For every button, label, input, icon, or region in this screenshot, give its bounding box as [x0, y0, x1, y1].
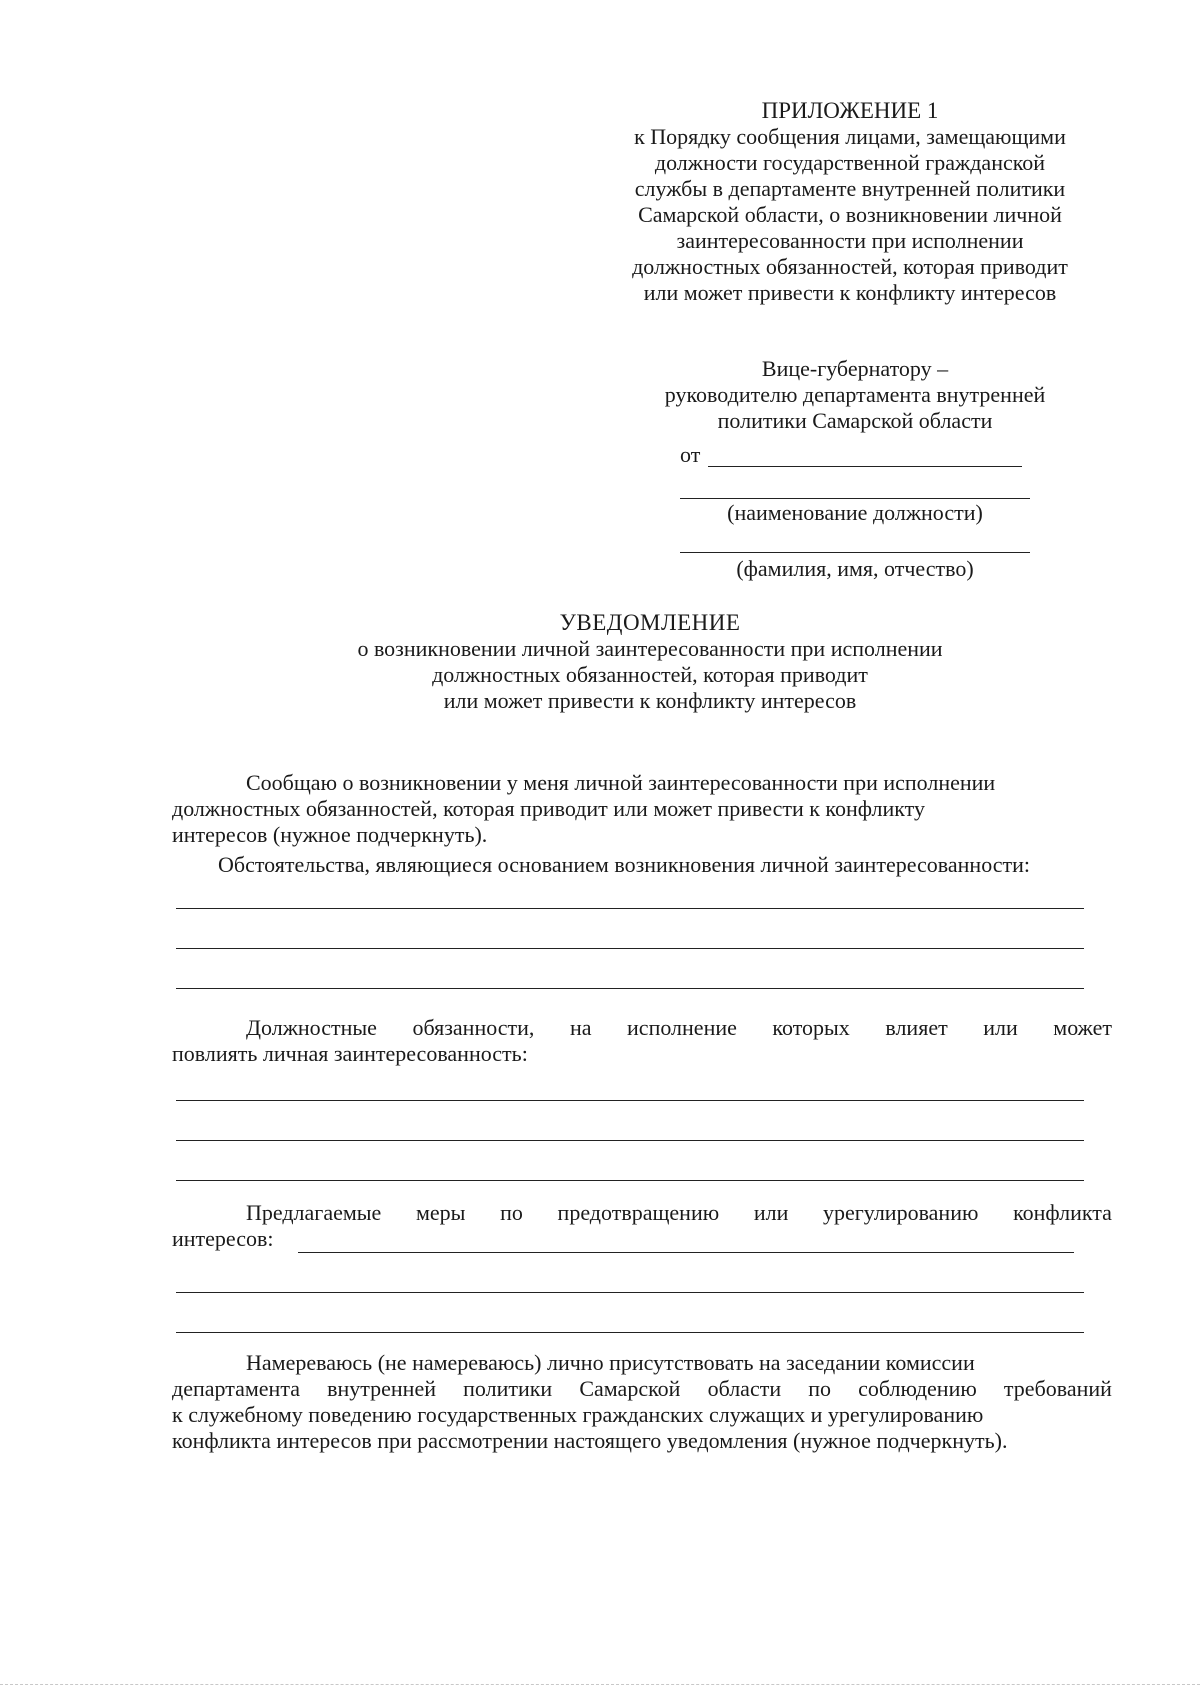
word: соблюдению	[858, 1376, 977, 1401]
paragraph-line: должностных обязанностей, которая приводит или может привести к конфликту	[172, 796, 925, 821]
appendix-line: должности государственной гражданской	[654, 150, 1046, 175]
word: исполнение	[627, 1015, 737, 1040]
appendix-line: к Порядку сообщения лицами, замещающими	[634, 124, 1066, 149]
circumstances-blank-line	[176, 948, 1084, 949]
word: влияет	[885, 1015, 948, 1040]
name-blank-line	[680, 552, 1030, 553]
notice-subtitle-line: о возникновении личной заинтересованности при исполнении	[357, 636, 943, 661]
word: предотвращению	[557, 1200, 720, 1225]
word: Самарской	[579, 1376, 681, 1401]
paragraph-justified-line	[172, 1200, 1112, 1226]
word: политики	[463, 1376, 553, 1401]
word: обязанности,	[412, 1015, 535, 1040]
addressee-line: руководителю департамента внутренней	[664, 382, 1046, 407]
paragraph-justified-line	[172, 1376, 1112, 1402]
duties-blank-line	[176, 1100, 1084, 1101]
word: департамента	[172, 1376, 300, 1401]
from-blank-line	[708, 466, 1022, 467]
paragraph-line: конфликта интересов при рассмотрении настоящего уведомления (нужное подчеркнуть).	[172, 1428, 1008, 1453]
position-blank-line	[680, 498, 1030, 499]
measures-blank-line	[176, 1292, 1084, 1293]
paragraph-justified-line	[172, 1015, 1112, 1041]
page-edge-divider	[0, 1684, 1200, 1685]
appendix-line: должностных обязанностей, которая приводит	[632, 254, 1068, 279]
appendix-line: заинтересованности при исполнении	[676, 228, 1024, 253]
word: конфликта	[1013, 1200, 1112, 1225]
paragraph-notice-statement	[172, 770, 1112, 848]
paragraph-duties	[172, 1015, 1112, 1067]
word: которых	[772, 1015, 850, 1040]
paragraph-circumstances: Обстоятельства, являющиеся основанием возникновения личной заинтересованности:	[218, 852, 1031, 877]
duties-blank-line	[176, 1180, 1084, 1181]
notice-subtitle-line: или может привести к конфликту интересов	[443, 688, 857, 713]
word: по	[808, 1376, 832, 1401]
appendix-header	[600, 98, 1100, 306]
paragraph-measures	[172, 1200, 1112, 1252]
word: или	[753, 1200, 789, 1225]
word: урегулированию	[823, 1200, 979, 1225]
notice-heading: УВЕДОМЛЕНИЕ	[559, 610, 741, 635]
addressee-line: Вице-губернатору –	[761, 356, 949, 381]
word: меры	[415, 1200, 466, 1225]
word: или	[983, 1015, 1018, 1040]
notice-title-block	[250, 610, 1050, 714]
appendix-line: Самарской области, о возникновении личной	[638, 202, 1062, 227]
appendix-line: или может привести к конфликту интересов	[643, 280, 1057, 305]
notice-subtitle-line: должностных обязанностей, которая приводит	[432, 662, 868, 687]
addressee-line: политики Самарской области	[717, 408, 993, 433]
word: Предлагаемые	[246, 1200, 382, 1225]
from-label: от	[680, 442, 701, 467]
word: внутренней	[327, 1376, 436, 1401]
paragraph-line: Намереваюсь (не намереваюсь) лично присутствовать на заседании комиссии	[246, 1350, 975, 1375]
paragraph-line: интересов (нужное подчеркнуть).	[172, 822, 488, 847]
appendix-line: службы в департаменте внутренней политики	[634, 176, 1066, 201]
word: Должностные	[246, 1015, 377, 1040]
circumstances-blank-line	[176, 908, 1084, 909]
name-caption: (фамилия, имя, отчество)	[736, 556, 974, 581]
paragraph-attendance	[172, 1350, 1112, 1454]
measures-blank-line	[298, 1252, 1074, 1253]
position-caption: (наименование должности)	[727, 500, 983, 525]
appendix-title: ПРИЛОЖЕНИЕ 1	[761, 98, 939, 123]
from-field	[680, 442, 1040, 468]
paragraph-line: Сообщаю о возникновении у меня личной заинтересованности при исполнении	[246, 770, 996, 795]
duties-blank-line	[176, 1140, 1084, 1141]
measures-blank-line	[176, 1332, 1084, 1333]
word: области	[707, 1376, 782, 1401]
word: на	[569, 1015, 592, 1040]
word: требований	[1003, 1376, 1112, 1401]
word: может	[1053, 1015, 1112, 1040]
paragraph-line: к служебному поведению государственных гражданских служащих и урегулированию	[172, 1402, 984, 1427]
word: по	[500, 1200, 523, 1225]
addressee-block	[620, 356, 1090, 434]
circumstances-blank-line	[176, 988, 1084, 989]
paragraph-line: интересов:	[172, 1226, 274, 1251]
paragraph-line: повлиять личная заинтересованность:	[172, 1041, 528, 1066]
